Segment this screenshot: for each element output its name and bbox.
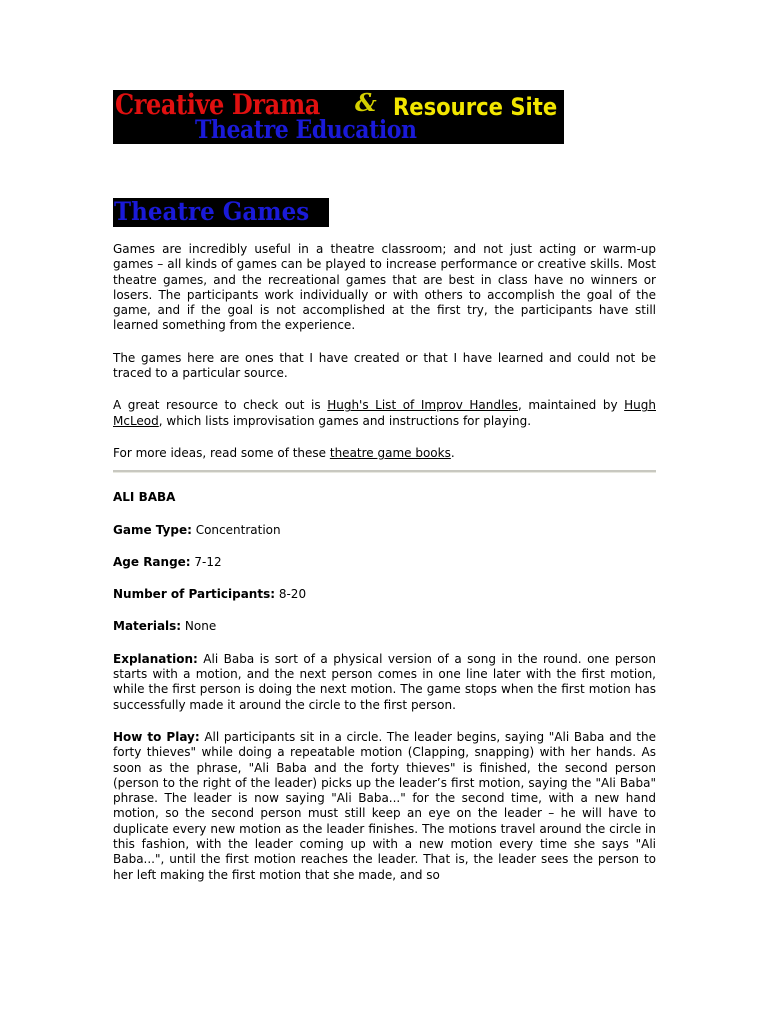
participants-value: 8-20 [275, 587, 307, 602]
text: A great resource to check out is [113, 398, 328, 413]
age-range-value: 7-12 [190, 554, 222, 569]
explanation-label: Explanation: [113, 651, 198, 666]
game-type-value: Concentration [191, 522, 281, 537]
text: , which lists improvisation games and instructions for playing. [158, 413, 532, 428]
intro-paragraph-3 [113, 398, 656, 429]
materials-value: None [181, 619, 217, 634]
text: . [450, 445, 455, 460]
how-to-play-label: How to Play: [113, 729, 200, 744]
materials-label: Materials: [113, 619, 182, 634]
theatre-games-heading-text: Theatre Games [114, 198, 310, 226]
banner-creative-drama: Creative Drama [115, 90, 320, 121]
banner-theatre-education: Theatre Education [195, 115, 417, 144]
game-title-text: ALI BABA [113, 490, 176, 505]
site-banner-image [113, 90, 564, 144]
theatre-games-heading-image [113, 198, 329, 227]
intro-paragraph-2: The games here are ones that I have created or that I have learned and could not be traced to a particular source. [113, 350, 656, 381]
age-range [113, 555, 656, 570]
how-to-play-text: All participants sit in a circle. The leader begins, saying "Ali Baba and the forty thieves" while doing a repeatable motion (Clapping, snapping) with her hands. As soon as the phrase, "Ali Baba and the forty thieves" is finished, the second person (person to the right of the leader) picks up the leader’s first motion, saying the "Ali Baba" phrase. The leader is now saying "Ali Baba..." for the second time, with a new hand motion, so the second person must still keep an eye on the leader – he will have to duplicate every new motion as the leader finishes. The motions travel around the circle in this fashion, with the leader coming up with a new motion every time she says "Ali Baba...", until the first motion reaches the leader. That is, the leader sees the person to her left making the first motion that she made, and so [113, 729, 656, 882]
banner-ampersand: & [355, 90, 377, 117]
main-content [113, 242, 656, 883]
banner-resource-site: Resource Site [393, 93, 558, 121]
explanation [113, 652, 656, 713]
theatre-game-books-link[interactable]: theatre game books [329, 445, 451, 460]
how-to-play [113, 730, 656, 883]
game-title [113, 490, 656, 505]
participants-label: Number of Participants: [113, 587, 276, 602]
explanation-text: Ali Baba is sort of a physical version of a song in the round. one person starts with a motion, and the next person comes in one line later with the first motion, while the first person is doing the next motion. The game stops when the first motion has successfully made it around the circle to the first person. [113, 651, 656, 712]
text: For more ideas, read some of these [113, 445, 330, 460]
game-type-label: Game Type: [113, 522, 192, 537]
game-type [113, 523, 656, 538]
intro-paragraph-1: Games are incredibly useful in a theatre classroom; and not just acting or warm-up games – all kinds of games can be played to increase performance or creative skills. Most theatre games, and the recreational games that are best in class have no winners or losers. The participants work individually or with others to accomplish the goal of the game, and if the goal is not accomplished at the first try, the participants have still learned something from the experience. [113, 242, 656, 333]
number-of-participants [113, 587, 656, 602]
intro-paragraph-4 [113, 446, 656, 461]
hughs-list-link[interactable]: Hugh's List of Improv Handles [327, 398, 518, 413]
age-range-label: Age Range: [113, 554, 191, 569]
materials [113, 619, 656, 634]
hugh-mcleod-link[interactable]: Hugh McLeod [113, 398, 656, 428]
text: , maintained by [517, 398, 625, 413]
